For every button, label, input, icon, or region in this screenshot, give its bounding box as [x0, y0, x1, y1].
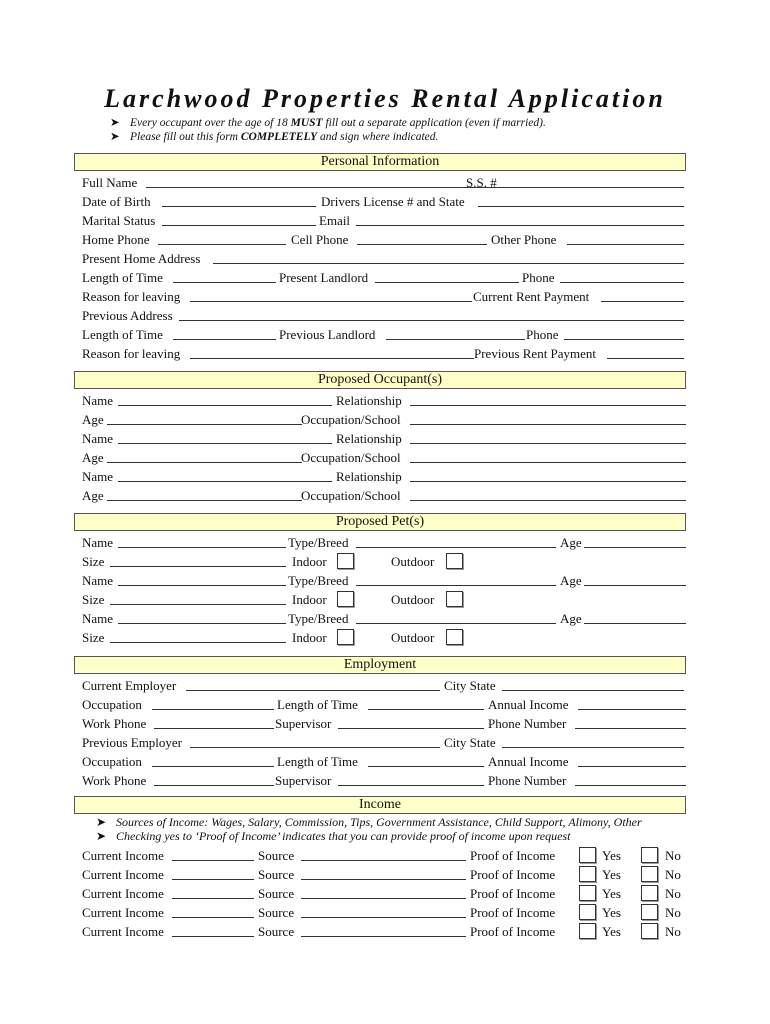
occupant-age-field[interactable]: [107, 424, 302, 425]
current-income-field[interactable]: [172, 917, 254, 918]
source-label: Source: [258, 924, 295, 939]
source-field[interactable]: [301, 898, 466, 899]
row-occupant-age: [82, 410, 686, 429]
phone-field[interactable]: [564, 339, 684, 340]
row-occupant-name: [82, 391, 686, 410]
pet-name-field[interactable]: [118, 547, 286, 548]
city-state-label: City State: [444, 678, 496, 693]
proof-yes-checkbox[interactable]: [579, 885, 596, 901]
proof-no-label: No: [665, 905, 681, 920]
section-header-personal: Personal Information: [74, 153, 686, 171]
other-phone-field[interactable]: [567, 244, 684, 245]
row-current-employer: [82, 676, 686, 695]
row-pet-name: [82, 571, 686, 590]
proof-yes-label: Yes: [602, 886, 621, 901]
previous-employer-field[interactable]: [190, 747, 440, 748]
outdoor-checkbox[interactable]: [446, 591, 463, 607]
proof-no-checkbox[interactable]: [641, 885, 658, 901]
type-breed-field[interactable]: [356, 585, 556, 586]
occupation-field[interactable]: [410, 424, 686, 425]
dob-field[interactable]: [162, 206, 316, 207]
section-header-employment: Employment: [74, 656, 686, 674]
occupation-label: Occupation/School: [301, 412, 401, 427]
annual-income-label: Annual Income: [488, 754, 569, 769]
email-label: Email: [319, 213, 351, 228]
current-rent-label: Current Rent Payment: [473, 289, 590, 304]
indoor-checkbox[interactable]: [337, 591, 354, 607]
pet-age-label: Age: [560, 535, 582, 550]
length-label: Length of Time: [277, 697, 358, 712]
row-reason-previous: [82, 344, 686, 363]
supervisor-field[interactable]: [338, 785, 484, 786]
row-occupation: [82, 752, 686, 771]
city-state-field[interactable]: [502, 690, 684, 691]
pet-age-label: Age: [560, 611, 582, 626]
present-landlord-label: Present Landlord: [279, 270, 369, 285]
current-income-field[interactable]: [172, 860, 254, 861]
proof-yes-label: Yes: [602, 905, 621, 920]
proof-label: Proof of Income: [470, 886, 556, 901]
indoor-label: Indoor: [292, 554, 327, 569]
phone-label: Phone: [522, 270, 555, 285]
arrow-bullet-icon: ➤: [96, 815, 107, 829]
work-phone-field[interactable]: [154, 728, 274, 729]
proof-label: Proof of Income: [470, 905, 556, 920]
proof-no-checkbox[interactable]: [641, 866, 658, 882]
form-title: Larchwood Properties Rental Application: [104, 84, 666, 113]
proof-yes-label: Yes: [602, 924, 621, 939]
occupant-age-label: Age: [82, 412, 104, 427]
current-income-label: Current Income: [82, 867, 164, 882]
proof-no-checkbox[interactable]: [641, 923, 658, 939]
length-field[interactable]: [173, 282, 276, 283]
row-occupation: [82, 695, 686, 714]
occupant-name-field[interactable]: [118, 405, 332, 406]
outdoor-checkbox[interactable]: [446, 553, 463, 569]
source-label: Source: [258, 848, 295, 863]
section-header-pets: Proposed Pet(s): [74, 513, 686, 531]
occupant-age-field[interactable]: [107, 500, 302, 501]
work-phone-label: Work Phone: [82, 773, 147, 788]
row-income: [82, 865, 686, 884]
annual-income-field[interactable]: [578, 709, 686, 710]
pet-name-field[interactable]: [118, 585, 286, 586]
outdoor-label: Outdoor: [391, 630, 435, 645]
occupation-label: Occupation: [82, 697, 142, 712]
proof-no-label: No: [665, 886, 681, 901]
pet-age-field[interactable]: [584, 547, 686, 548]
row-pet-name: [82, 533, 686, 552]
cell-phone-label: Cell Phone: [291, 232, 349, 247]
current-rent-field[interactable]: [601, 301, 684, 302]
row-income: [82, 884, 686, 903]
phone-number-label: Phone Number: [488, 773, 567, 788]
proof-yes-label: Yes: [602, 867, 621, 882]
instruction-item: ➤ Please fill out this form COMPLETELY and sign where indicated.: [110, 131, 439, 143]
proof-yes-checkbox[interactable]: [579, 847, 596, 863]
row-pet-size: [82, 628, 686, 647]
current-employer-field[interactable]: [186, 690, 440, 691]
pet-name-field[interactable]: [118, 623, 286, 624]
pet-size-label: Size: [82, 554, 105, 569]
relationship-label: Relationship: [336, 431, 402, 446]
phone-number-field[interactable]: [575, 728, 686, 729]
source-field[interactable]: [301, 917, 466, 918]
occupation-label: Occupation: [82, 754, 142, 769]
type-breed-label: Type/Breed: [288, 573, 349, 588]
current-income-label: Current Income: [82, 905, 164, 920]
occupation-field[interactable]: [152, 709, 274, 710]
reason-field[interactable]: [190, 301, 472, 302]
current-employer-label: Current Employer: [82, 678, 177, 693]
occupant-name-field[interactable]: [118, 443, 332, 444]
city-state-field[interactable]: [502, 747, 684, 748]
pet-size-label: Size: [82, 592, 105, 607]
occupation-field[interactable]: [410, 462, 686, 463]
previous-rent-label: Previous Rent Payment: [474, 346, 597, 361]
proof-no-checkbox[interactable]: [641, 904, 658, 920]
supervisor-label: Supervisor: [275, 773, 332, 788]
pet-size-field[interactable]: [110, 642, 286, 643]
proof-yes-label: Yes: [602, 848, 621, 863]
pet-size-label: Size: [82, 630, 105, 645]
previous-landlord-field[interactable]: [386, 339, 525, 340]
pet-age-field[interactable]: [584, 585, 686, 586]
income-note-item: ➤ Checking yes to ‘Proof of Income’ indicates that you can provide proof of income upon request: [96, 829, 571, 843]
pet-age-label: Age: [560, 573, 582, 588]
current-income-field[interactable]: [172, 879, 254, 880]
indoor-checkbox[interactable]: [337, 629, 354, 645]
home-phone-label: Home Phone: [82, 232, 150, 247]
row-present-address: [82, 249, 686, 268]
row-dob: [82, 192, 686, 211]
row-previous-employer: [82, 733, 686, 752]
pet-size-field[interactable]: [110, 604, 286, 605]
proof-no-checkbox[interactable]: [641, 847, 658, 863]
outdoor-label: Outdoor: [391, 554, 435, 569]
occupant-age-label: Age: [82, 488, 104, 503]
row-pet-size: [82, 552, 686, 571]
source-field[interactable]: [301, 936, 466, 937]
relationship-label: Relationship: [336, 393, 402, 408]
source-label: Source: [258, 867, 295, 882]
reason-field[interactable]: [190, 358, 474, 359]
marital-label: Marital Status: [82, 213, 156, 228]
phone-number-field[interactable]: [575, 785, 686, 786]
proof-no-label: No: [665, 924, 681, 939]
row-phones: [82, 230, 686, 249]
phone-field[interactable]: [560, 282, 684, 283]
dob-label: Date of Birth: [82, 194, 151, 209]
current-income-field[interactable]: [172, 898, 254, 899]
row-occupant-name: [82, 467, 686, 486]
email-field[interactable]: [356, 225, 684, 226]
occupant-name-label: Name: [82, 431, 114, 446]
current-income-label: Current Income: [82, 848, 164, 863]
length-label: Length of Time: [82, 270, 163, 285]
row-work-phone: [82, 771, 686, 790]
row-full-name: [82, 173, 686, 192]
reason-label: Reason for leaving: [82, 346, 181, 361]
current-income-field[interactable]: [172, 936, 254, 937]
relationship-field[interactable]: [410, 443, 686, 444]
outdoor-checkbox[interactable]: [446, 629, 463, 645]
type-breed-label: Type/Breed: [288, 535, 349, 550]
row-previous-address: [82, 306, 686, 325]
pet-name-label: Name: [82, 573, 114, 588]
source-label: Source: [258, 905, 295, 920]
supervisor-label: Supervisor: [275, 716, 332, 731]
outdoor-label: Outdoor: [391, 592, 435, 607]
ss-label: S.S. #: [466, 175, 497, 190]
occupant-age-field[interactable]: [107, 462, 302, 463]
indoor-checkbox[interactable]: [337, 553, 354, 569]
occupation-field[interactable]: [410, 500, 686, 501]
occupation-label: Occupation/School: [301, 488, 401, 503]
supervisor-field[interactable]: [338, 728, 484, 729]
arrow-bullet-icon: ➤: [110, 131, 120, 143]
length-label: Length of Time: [277, 754, 358, 769]
relationship-field[interactable]: [410, 481, 686, 482]
row-present-landlord: [82, 268, 686, 287]
row-work-phone: [82, 714, 686, 733]
occupation-label: Occupation/School: [301, 450, 401, 465]
section-header-income: Income: [74, 796, 686, 814]
city-state-label: City State: [444, 735, 496, 750]
previous-address-field[interactable]: [179, 320, 684, 321]
phone-number-label: Phone Number: [488, 716, 567, 731]
income-note-item: ➤ Sources of Income: Wages, Salary, Commission, Tips, Government Assistance, Child Support, Alimony, Other: [96, 815, 642, 829]
row-occupant-name: [82, 429, 686, 448]
pet-name-label: Name: [82, 611, 114, 626]
relationship-field[interactable]: [410, 405, 686, 406]
proof-no-label: No: [665, 867, 681, 882]
source-label: Source: [258, 886, 295, 901]
type-breed-label: Type/Breed: [288, 611, 349, 626]
instruction-item: ➤ Every occupant over the age of 18 MUST fill out a separate application (even if married).: [110, 117, 546, 129]
present-landlord-field[interactable]: [375, 282, 519, 283]
row-occupant-age: [82, 448, 686, 467]
proof-yes-checkbox[interactable]: [579, 866, 596, 882]
current-income-label: Current Income: [82, 886, 164, 901]
cell-phone-field[interactable]: [357, 244, 487, 245]
other-phone-label: Other Phone: [491, 232, 557, 247]
indoor-label: Indoor: [292, 630, 327, 645]
income-notes: [96, 815, 642, 843]
occupant-name-label: Name: [82, 469, 114, 484]
occupant-age-label: Age: [82, 450, 104, 465]
full-name-label: Full Name: [82, 175, 138, 190]
length-label: Length of Time: [82, 327, 163, 342]
previous-address-label: Previous Address: [82, 308, 173, 323]
occupation-field[interactable]: [152, 766, 274, 767]
pet-size-field[interactable]: [110, 566, 286, 567]
row-marital: [82, 211, 686, 230]
proof-yes-checkbox[interactable]: [579, 904, 596, 920]
arrow-bullet-icon: ➤: [96, 829, 107, 843]
home-phone-field[interactable]: [158, 244, 286, 245]
previous-rent-field[interactable]: [607, 358, 684, 359]
work-phone-field[interactable]: [154, 785, 274, 786]
instructions: [110, 116, 546, 144]
section-header-occupants: Proposed Occupant(s): [74, 371, 686, 389]
source-field[interactable]: [301, 860, 466, 861]
row-income: [82, 903, 686, 922]
work-phone-label: Work Phone: [82, 716, 147, 731]
present-address-field[interactable]: [213, 263, 684, 264]
proof-no-label: No: [665, 848, 681, 863]
license-field[interactable]: [478, 206, 684, 207]
occupant-name-field[interactable]: [118, 481, 332, 482]
ss-field[interactable]: [507, 187, 684, 188]
row-pet-name: [82, 609, 686, 628]
arrow-bullet-icon: ➤: [110, 117, 120, 129]
indoor-label: Indoor: [292, 592, 327, 607]
length-field[interactable]: [368, 766, 484, 767]
row-reason: [82, 287, 686, 306]
previous-employer-label: Previous Employer: [82, 735, 183, 750]
type-breed-field[interactable]: [356, 547, 556, 548]
pet-age-field[interactable]: [584, 623, 686, 624]
relationship-label: Relationship: [336, 469, 402, 484]
present-address-label: Present Home Address: [82, 251, 201, 266]
marital-field[interactable]: [162, 225, 316, 226]
reason-label: Reason for leaving: [82, 289, 181, 304]
type-breed-field[interactable]: [356, 623, 556, 624]
row-previous-landlord: [82, 325, 686, 344]
length-field[interactable]: [368, 709, 484, 710]
previous-landlord-label: Previous Landlord: [279, 327, 376, 342]
row-pet-size: [82, 590, 686, 609]
source-field[interactable]: [301, 879, 466, 880]
current-income-label: Current Income: [82, 924, 164, 939]
license-label: Drivers License # and State: [321, 194, 465, 209]
phone-label: Phone: [526, 327, 559, 342]
pet-name-label: Name: [82, 535, 114, 550]
proof-yes-checkbox[interactable]: [579, 923, 596, 939]
proof-label: Proof of Income: [470, 867, 556, 882]
row-income: [82, 922, 686, 941]
row-income: [82, 846, 686, 865]
proof-label: Proof of Income: [470, 924, 556, 939]
annual-income-label: Annual Income: [488, 697, 569, 712]
annual-income-field[interactable]: [578, 766, 686, 767]
occupant-name-label: Name: [82, 393, 114, 408]
proof-label: Proof of Income: [470, 848, 556, 863]
row-occupant-age: [82, 486, 686, 505]
length-field[interactable]: [173, 339, 276, 340]
